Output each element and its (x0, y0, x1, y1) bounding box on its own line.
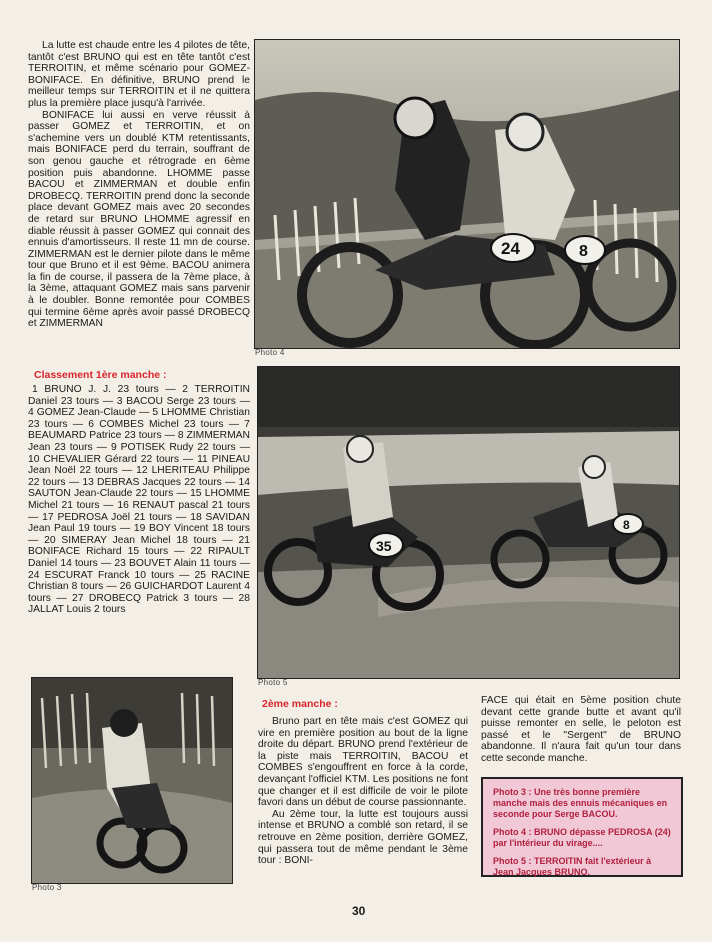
photo-4 (254, 39, 680, 349)
article-paragraph: La lutte est chaude entre les 4 pilotes de tête, tantôt c'est BRUNO qui est en tête tantôt c'est TERROITIN, et même scénario pour GOMEZ-BONIFACE. En définitive, BRUNO prend le meilleur temps sur TERROITIN et il ne quittera plus la première place jusqu'à l'arrivée. (28, 40, 250, 109)
article-paragraph: BONIFACE lui aussi en verve réussit à passer GOMEZ et TERROITIN, et on s'achemine vers un doublé KTM retentissants, mais BONIFACE perd du terrain, souffrant de son genou gauche et rétrograde en 6ème position puis abandonne. LHOMME passe BACOU et ZIMMERMAN et double enfin DROBECQ. TERROITIN prend donc la seconde place devant GOMEZ mais avec 20 secondes de retard sur BRUNO LHOMME agressif en diable réussit à passer GOMEZ qui connait des ennuis d'amortisseurs. Il reste 11 mn de course. ZIMMERMAN est le dernier pilote dans le même tour que Bruno et il est 9ème. BACOU animera la fin de course, il passera de la 7ème place, à la 3ème, attaquant GOMEZ mais sans parvenir à le doubler. Bonne remontée pour COMBES qui termine 6ème après avoir passé DROBECQ et ZIMMERMAN (28, 109, 250, 330)
plate-number: 35 (376, 538, 392, 554)
plate-number: 8 (623, 518, 630, 532)
photo-4-label: Photo 4 (255, 348, 285, 357)
classement-results (28, 384, 250, 616)
article-paragraph: FACE qui était en 5ème position chute devant cette grande butte et avant qu'il puisse remonter en selle, le peloton est passé et le "Sergent" de BRUNO abandonne. Il n'aura fait qu'un tour dans cette seconde manche. (481, 695, 681, 764)
article-intro-column (28, 40, 250, 330)
manche2-heading: 2ème manche : (262, 698, 338, 710)
photo-3-label: Photo 3 (32, 883, 62, 892)
legend-item: Photo 5 : TERROITIN fait l'extérieur à Jean Jacques BRUNO. (493, 856, 652, 877)
photo-5-label: Photo 5 (258, 678, 288, 687)
manche2-continued (481, 695, 681, 765)
plate-number: 8 (579, 243, 588, 260)
photo-legend-box (481, 777, 683, 877)
photo-5 (257, 366, 680, 679)
legend-item: Photo 3 : Une très bonne première manche mais des ennuis mécaniques en seconde pour Serge BACOU. (493, 787, 668, 819)
plate-number: 24 (501, 239, 520, 258)
photo-3 (31, 677, 233, 884)
legend-item: Photo 4 : BRUNO dépasse PEDROSA (24) par l'intérieur du virage.... (493, 827, 671, 848)
manche2-column (258, 716, 468, 867)
article-paragraph: Au 2ème tour, la lutte est toujours aussi intense et BRUNO a comblé son retard, il se retrouve en 2ème position, derrière GOMEZ, qui passera tout de même pendant le 3ème tour : BONI- (258, 808, 468, 867)
classement-heading: Classement 1ère manche : (34, 369, 167, 381)
page-number: 30 (352, 904, 366, 918)
classement-text: 1 BRUNO J. J. 23 tours — 2 TERROITIN Daniel 23 tours — 3 BACOU Serge 23 tours — 4 GOMEZ Jean-Claude — 5 LHOMME Christian 23 tours — 6 COMBES Michel 23 tours — 7 BEAUMARD Patrice 23 tours — 8 ZIMMERMAN Jean 23 tours — 9 POTISEK Rudy 22 tours — 10 CHEVALIER Gérard 22 tours — 11 PINEAU Jean Noël 22 tours — 12 LHERITEAU Philippe 22 tours — 13 DEBRAS Jacques 22 tours — 14 SAUTON Jean-Claude 22 tours — 15 LHOMME Michel 21 tours — 16 RENAUT pascal 21 tours — 17 PEDROSA Joël 21 tours — 18 SAVIDAN Jean Paul 19 tours — 19 BOY Vincent 18 tours — 20 SIMERAY Jean Michel 18 tours — 21 BONIFACE Richard 15 tours — 22 RIPAULT Daniel 14 tours — 23 BOUVET Alain 11 tours — 24 ESCURAT Franck 10 tours — 25 RACINE Christian 8 tours — 26 GUICHARDOT Laurent 4 tours — 27 DROBECQ Patrick 3 tours — 28 JALLAT Louis 2 tours (28, 384, 250, 616)
article-paragraph: Bruno part en tête mais c'est GOMEZ qui vire en première position au bout de la ligne droite du départ. BRUNO prend l'extérieur de la piste mais TERROITIN, BACOU et COMBES s'engouffrent en force à la corde, devançant l'officiel KTM. Les positions ne font que changer et il est difficile de voir le pilote favori dans un début de course passionnante. (258, 716, 468, 809)
